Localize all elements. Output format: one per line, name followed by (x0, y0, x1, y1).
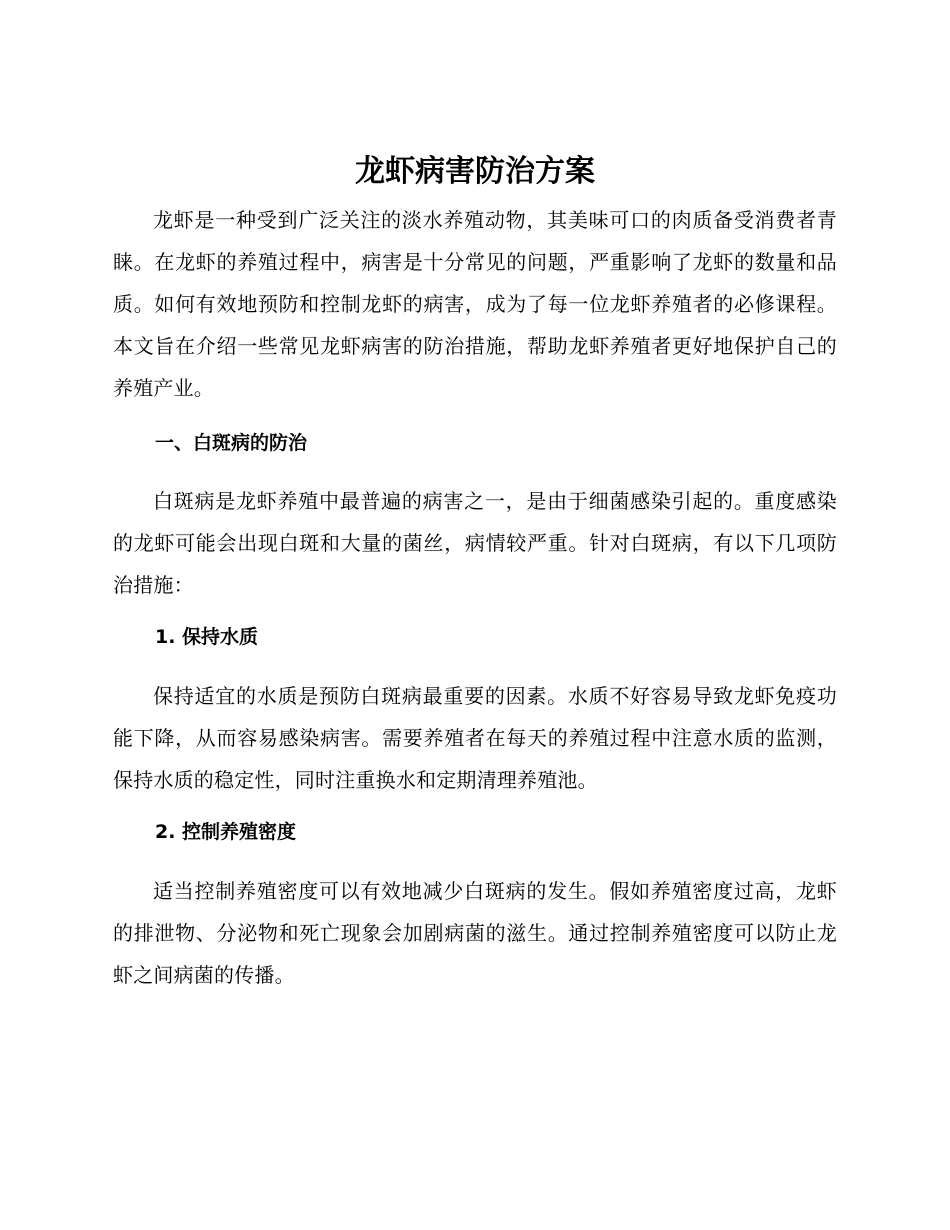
section-paragraph-white-spot: 白斑病是龙虾养殖中最普遍的病害之一，是由于细菌感染引起的。重度感染的龙虾可能会出现白斑和大量的菌丝，病情较严重。针对白斑病，有以下几项防治措施： (113, 489, 837, 597)
subsection-paragraph-density: 适当控制养殖密度可以有效地减少白斑病的发生。假如养殖密度过高，龙虾的排泄物、分泌物和死亡现象会加剧病菌的滋生。通过控制养殖密度可以防止龙虾之间病菌的传播。 (113, 879, 837, 987)
subsection-heading-density: 2. 控制养殖密度 (155, 821, 297, 843)
document-title: 龙虾病害防治方案 (355, 154, 595, 189)
subsection-paragraph-water-quality: 保持适宜的水质是预防白斑病最重要的因素。水质不好容易导致龙虾免疫功能下降，从而容易感染病害。需要养殖者在每天的养殖过程中注意水质的监测，保持水质的稳定性，同时注重换水和定期清理养殖池。 (113, 684, 837, 792)
section-heading-white-spot: 一、白斑病的防治 (155, 432, 308, 454)
subsection-heading-water-quality: 1. 保持水质 (155, 626, 259, 648)
intro-paragraph: 龙虾是一种受到广泛关注的淡水养殖动物，其美味可口的肉质备受消费者青睐。在龙虾的养殖过程中，病害是十分常见的问题，严重影响了龙虾的数量和品质。如何有效地预防和控制龙虾的病害，成为了每一位龙虾养殖者的必修课程。本文旨在介绍一些常见龙虾病害的防治措施，帮助龙虾养殖者更好地保护自己的养殖产业。 (113, 208, 837, 400)
